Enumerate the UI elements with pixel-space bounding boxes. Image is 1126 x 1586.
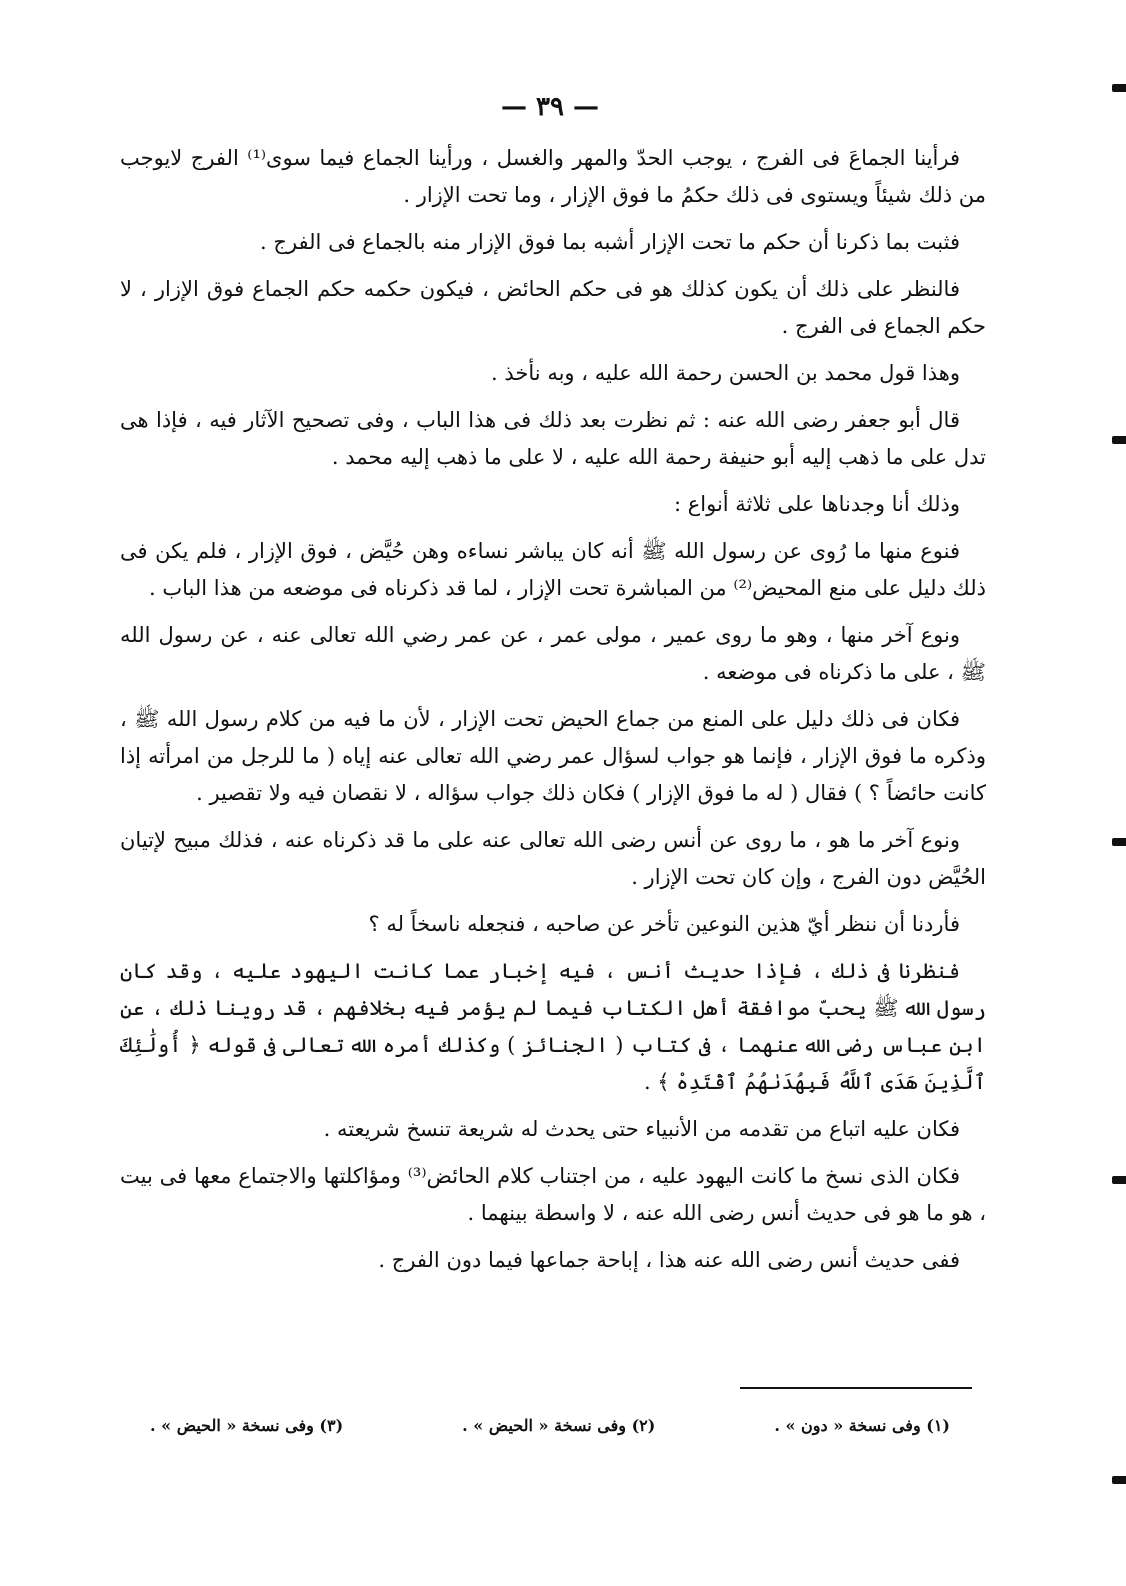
paragraph: فالنظر على ذلك أن يكون كذلك هو فى حكم الحائض ، فيكون حكمه حكم الجماع فوق الإزار ، لا حكم الجماع فى الفرج . xyxy=(120,277,986,338)
footnotes xyxy=(150,1416,950,1435)
paragraph: قال أبو جعفر رضى الله عنه : ثم نظرت بعد ذلك فى هذا الباب ، وفى تصحيح الآثار فيه ، فإذا هى تدل على ما ذهب إليه أبو حنيفة رحمة الله عليه ، لا على ما ذهب إليه محمد . xyxy=(120,408,986,469)
paragraph: فنوع منها ما رُوى عن رسول الله ﷺ أنه كان يباشر نساءه وهن حُيَّض ، فوق الإزار ، فلم يكن فى ذلك دليل على منع المحيض⁽²⁾ من المباشرة تحت الإزار ، لما قد ذكرناه فى موضعه من هذا الباب . xyxy=(120,539,986,600)
scan-edge-mark xyxy=(1112,436,1126,444)
paragraph: فنظرنا فى ذلك ، فإذا حديث أنس ، فيه إخبار عما كانت اليهود عليه ، وقد كان رسول الله ﷺ يحبّ موافقة أهل الكتاب فيما لم يؤمر فيه بخلافهم ، قد روينا ذلك ، عن ابن عباس رضى الله عنهما ، فى كتاب ( الجنائز ) وكذلك أمره الله تعالى فى قوله ﴿ أُولَٰئِكَ ٱلَّذِينَ هَدَى ٱللَّهُ فَبِهُدَىٰهُمُ ٱقْتَدِهْ ﴾ . xyxy=(120,959,986,1094)
footnote-divider xyxy=(740,1387,972,1389)
footnote-3: (٣) وفى نسخة « الحيض » . xyxy=(150,1416,344,1435)
footnote-1: (١) وفى نسخة « دون » . xyxy=(774,1416,950,1435)
page-number: — ٣٩ — xyxy=(500,92,600,122)
scan-edge-mark xyxy=(1112,1476,1126,1484)
paragraph: فرأينا الجماعَ فى الفرج ، يوجب الحدّ والمهر والغسل ، ورأينا الجماع فيما سوى⁽¹⁾ الفرج لايوجب من ذلك شيئاً ويستوى فى ذلك حكمُ ما فوق الإزار ، وما تحت الإزار . xyxy=(120,146,986,207)
scan-edge-mark xyxy=(1112,838,1126,846)
main-text xyxy=(120,140,986,1289)
scan-edge-mark xyxy=(1112,84,1126,92)
paragraph: ونوع آخر منها ، وهو ما روى عمير ، مولى عمر ، عن عمر رضي الله تعالى عنه ، عن رسول الله ﷺ ، على ما ذكرناه فى موضعه . xyxy=(120,623,986,684)
paragraph: فكان فى ذلك دليل على المنع من جماع الحيض تحت الإزار ، لأن ما فيه من كلام رسول الله ﷺ ، وذكره ما فوق الإزار ، فإنما هو جواب لسؤال عمر رضي الله تعالى عنه إياه ( ما للرجل من امرأته إذا كانت حائضاً ؟ ) فقال ( له ما فوق الإزار ) فكان ذلك جواب سؤاله ، لا نقصان فيه ولا تقصير . xyxy=(120,707,986,805)
paragraph: وهذا قول محمد بن الحسن رحمة الله عليه ، وبه نأخذ . xyxy=(491,361,960,385)
paragraph: فأردنا أن ننظر أيّ هذين النوعين تأخر عن صاحبه ، فنجعله ناسخاً له ؟ xyxy=(368,912,960,936)
paragraph: فكان الذى نسخ ما كانت اليهود عليه ، من اجتناب كلام الحائض⁽³⁾ ومؤاكلتها والاجتماع معها فى بيت ، هو ما هو فى حديث أنس رضى الله عنه ، لا واسطة بينهما . xyxy=(120,1164,986,1225)
scan-edge-mark xyxy=(1112,1176,1126,1184)
footnote-2: (٢) وفى نسخة « الحيض » . xyxy=(462,1416,656,1435)
paragraph: فثبت بما ذكرنا أن حكم ما تحت الإزار أشبه بما فوق الإزار منه بالجماع فى الفرج . xyxy=(260,230,960,254)
paragraph: ونوع آخر ما هو ، ما روى عن أنس رضى الله تعالى عنه على ما قد ذكرناه عنه ، فذلك مبيح لإتيان الحُيَّض دون الفرج ، وإن كان تحت الإزار . xyxy=(120,828,986,889)
paragraph: ففى حديث أنس رضى الله عنه هذا ، إباحة جماعها فيما دون الفرج . xyxy=(378,1248,960,1272)
paragraph: فكان عليه اتباع من تقدمه من الأنبياء حتى يحدث له شريعة تنسخ شريعته . xyxy=(323,1117,960,1141)
paragraph: وذلك أنا وجدناها على ثلاثة أنواع : xyxy=(673,492,960,516)
